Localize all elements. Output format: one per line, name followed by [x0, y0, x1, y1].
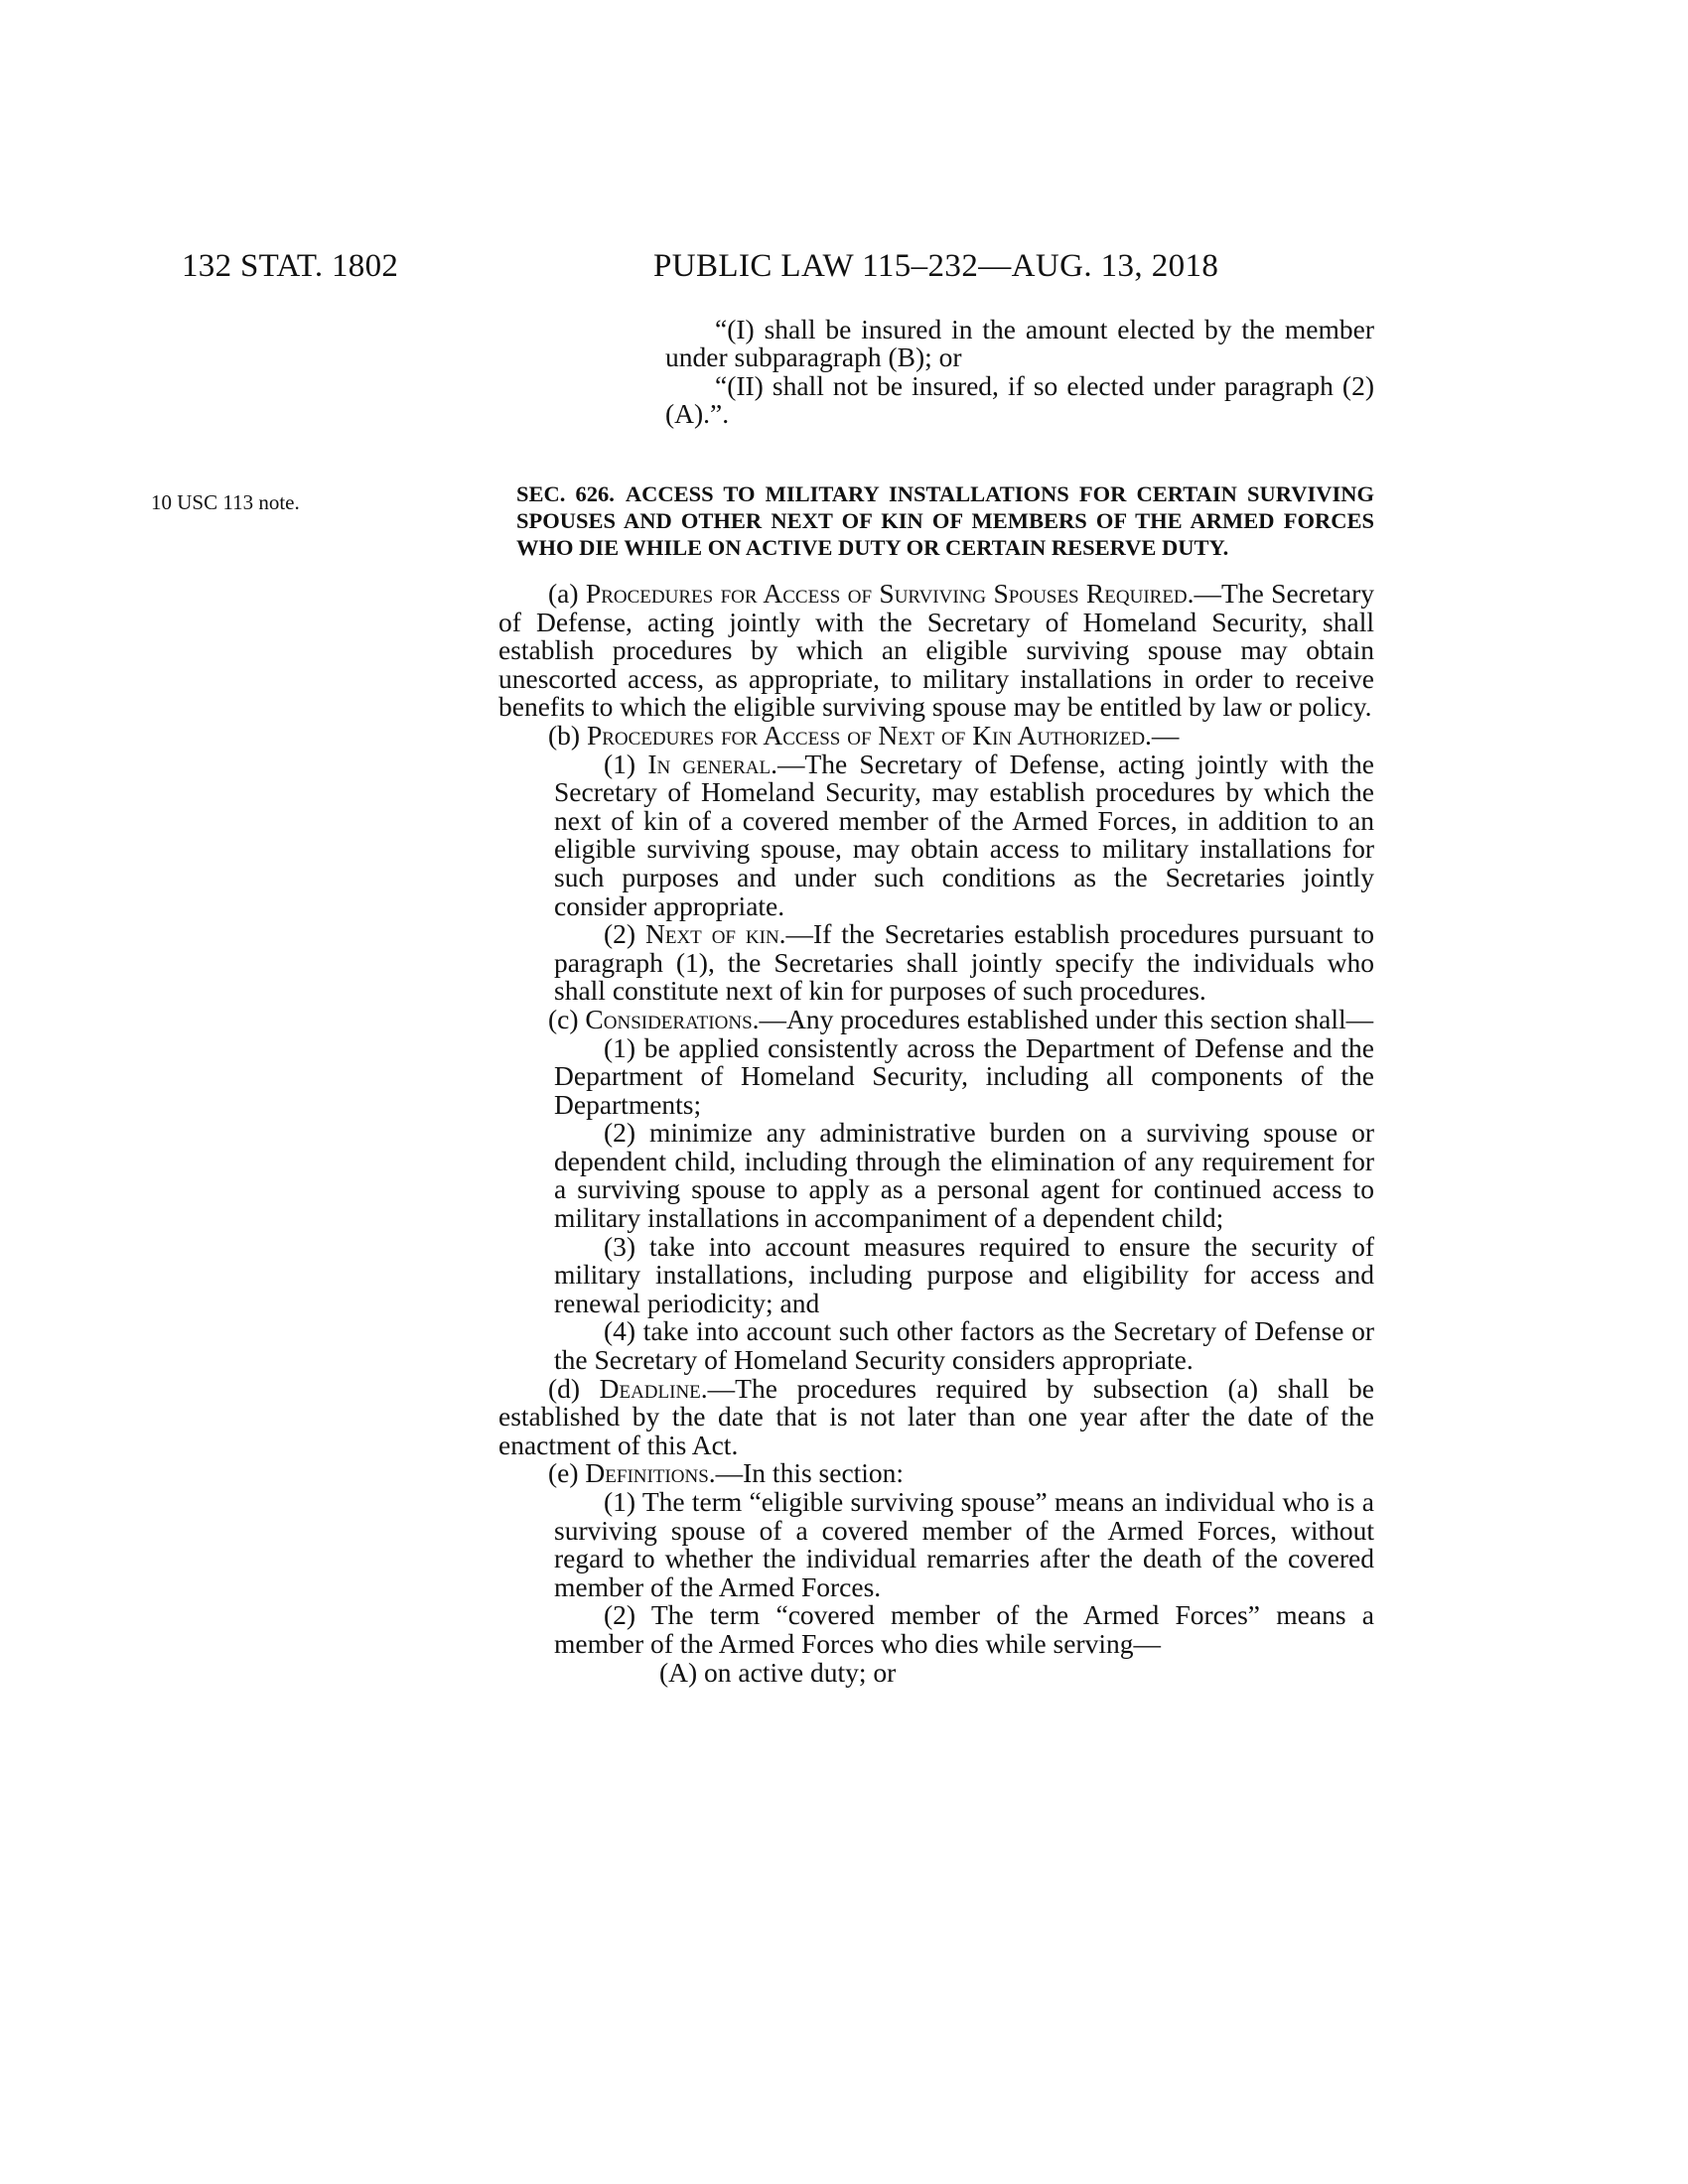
subsection-b-paragraph-1: [498, 748, 1374, 921]
subsection-b-label: (b): [548, 719, 581, 751]
subsection-e-caption: Definitions.: [585, 1457, 716, 1489]
section-heading: [516, 480, 1374, 561]
subsection-e-subparagraph-a: (A) on active duty; or: [659, 1656, 897, 1688]
section-title: ACCESS TO MILITARY INSTALLATIONS FOR CERTAIN SURVIVING SPOUSES AND OTHER NEXT OF KIN OF MEMBERS OF THE ARMED FORCES WHO DIE WHILE ON ACTIVE DUTY OR CERTAIN RESERVE DUTY.: [516, 481, 1374, 560]
margin-citation-note: 10 USC 113 note.: [151, 490, 300, 514]
subsection-e-paragraph-1: (1) The term “eligible surviving spouse” means an individual who is a surviving spouse of a covered member of the Armed Forces, without regard to whether the individual remarries after the death of the covered member of the Armed Forces.: [554, 1486, 1374, 1602]
clause-ii: “(II) shall not be insured, if so elected under paragraph (2)(A).”.: [665, 369, 1374, 430]
page-stat-reference: 132 STAT. 1802: [182, 248, 399, 284]
subsection-d-caption: Deadline.: [599, 1372, 708, 1404]
paragraph-text: —If the Secretaries establish procedures pursuant to paragraph (1), the Secretaries shall jointly specify the individuals who shall constitute next of kin for purposes of such procedures.: [554, 918, 1374, 1007]
subsection-c-text: —Any procedures established under this section shall—: [759, 1003, 1374, 1034]
continued-text-block: [498, 316, 1374, 429]
subsection-c-paragraph-2: (2) minimize any administrative burden on a surviving spouse or dependent child, including through the elimination of any requirement for a surviving spouse to apply as a personal agent for continued access to military installations in accompaniment of a dependent child;: [554, 1117, 1374, 1234]
paragraph-caption: In general.: [647, 748, 777, 779]
subsection-c: [498, 1003, 1374, 1034]
subsection-a: [498, 580, 1374, 722]
subsection-d: [498, 1372, 1374, 1460]
subsection-a-label: (a): [548, 578, 579, 609]
subsection-a-caption: Procedures for Access of Surviving Spouses Required.: [585, 578, 1195, 609]
paragraph-text: —The Secretary of Defense, acting jointly with the Secretary of Homeland Security, may establish procedures by which the next of kin of a covered member of the Armed Forces, in addition to an eligible surviving spouse, may obtain access to military installations for such purposes and under such conditions as the Secretaries jointly consider appropriate.: [554, 748, 1374, 921]
subsection-a-text: —The Secretary of Defense, acting jointly with the Secretary of Homeland Security, shall establish procedures by which an eligible surviving spouse may obtain unescorted access, as appropriate, to military installations in order to receive benefits to which the eligible surviving spouse may be entitled by law or policy.: [498, 578, 1374, 723]
paragraph-label: (1): [604, 748, 636, 779]
section-number: SEC. 626.: [516, 481, 615, 506]
subsection-d-label: (d): [548, 1372, 581, 1404]
subsection-c-label: (c): [548, 1003, 579, 1034]
subsection-e: [498, 1459, 1374, 1488]
subsection-c-paragraph-4: (4) take into account such other factors as the Secretary of Defense or the Secretary of Homeland Security considers appropriate.: [554, 1315, 1374, 1376]
clause-i: “(I) shall be insured in the amount elected by the member under subparagraph (B); or: [665, 314, 1374, 373]
running-header-title: PUBLIC LAW 115–232—AUG. 13, 2018: [653, 248, 1219, 284]
quoted-clauses: [498, 316, 1374, 429]
subsection-e-label: (e): [548, 1457, 579, 1489]
paragraph-caption: Next of kin.: [645, 918, 786, 950]
subsection-c-caption: Considerations.: [585, 1003, 760, 1034]
subsection-c-paragraph-3: (3) take into account measures required to ensure the security of military installations, including purpose and eligibility for access and renewal periodicity; and: [554, 1230, 1374, 1318]
subsection-c-paragraph-1: (1) be applied consistently across the Department of Defense and the Department of Homeland Security, including all components of the Departments;: [554, 1031, 1374, 1120]
subsection-d-text: —The procedures required by subsection (a) shall be established by the date that is not later than one year after the date of the enactment of this Act.: [498, 1372, 1374, 1460]
paragraph-label: (2): [604, 918, 636, 950]
section-body: [498, 580, 1374, 1687]
subsection-b-paragraph-2: [498, 920, 1374, 1006]
subsection-b: [498, 719, 1374, 751]
subsection-b-text: —: [1151, 719, 1180, 751]
subsection-e-paragraph-2: (2) The term “covered member of the Armed Forces” means a member of the Armed Forces who dies while serving—: [554, 1599, 1374, 1659]
subsection-b-caption: Procedures for Access of Next of Kin Authorized.: [586, 719, 1152, 751]
subsection-e-text: —In this section:: [715, 1457, 905, 1489]
